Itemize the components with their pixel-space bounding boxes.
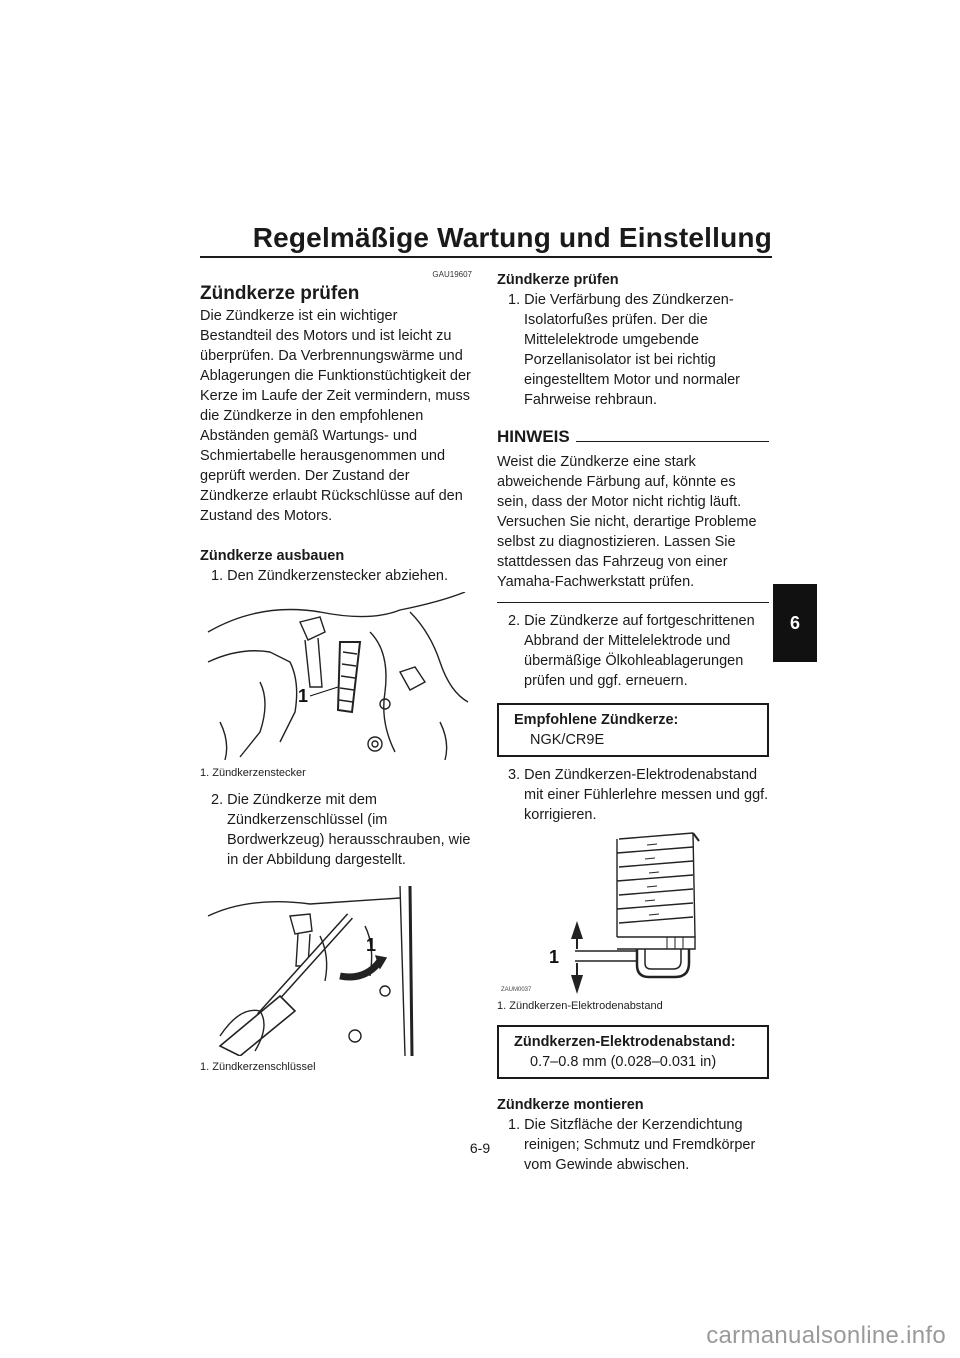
figure-2-caption: 1. Zündkerzenschlüssel xyxy=(200,1061,316,1073)
montieren-step-1: 1. Die Sitzfläche der Kerzendichtung reinigen; Schmutz und Fremdkörper vom Gewinde abwischen. xyxy=(508,1117,756,1173)
hinweis-heading xyxy=(497,426,769,448)
chapter-tab[interactable]: 6 xyxy=(773,584,817,662)
pruefen-title: Zündkerze prüfen xyxy=(497,272,619,288)
page-number: 6-9 xyxy=(469,1140,491,1156)
figure-1-callout: 1 xyxy=(298,686,309,706)
spec-gap-value: 0.7–0.8 mm (0.028–0.031 in) xyxy=(530,1054,717,1070)
figure-3-code: ZAUM0037 xyxy=(501,987,532,993)
watermark[interactable]: carmanualsonline.info xyxy=(706,1322,946,1349)
hinweis-text: Weist die Zündkerze eine stark abweichende Färbung auf, könnte es sein, dass der Motor nicht richtig läuft. Versuchen Sie nicht, derartige Probleme selbst zu diagnostizieren. Lassen Sie stattdessen das Fahrzeug von einer Yamaha-Fachwerkstatt prüfen. xyxy=(497,454,757,590)
hinweis-title: HINWEIS xyxy=(497,427,570,446)
ausbauen-step-2: 2. Die Zündkerze mit dem Zündkerzenschlüssel (im Bordwerkzeug) herausschrauben, wie in der Abbildung dargestellt. xyxy=(211,792,471,868)
figure-3-callout: 1 xyxy=(549,947,560,967)
section-intro: Die Zündkerze ist ein wichtiger Bestandteil des Motors und ist leicht zu überprüfen. Da Verbrennungswärme und Ablagerungen die Funktionstüchtigkeit der Kerze im Laufe der Zeit vermindern, muss die Zündkerze in den empfohlenen Abständen gemäß Wartungs- und Schmiertabelle herausgenommen und geprüft werden. Der Zustand der Zündkerze erlaubt Rückschlüsse auf den Zustand des Motors. xyxy=(200,308,471,524)
hinweis-rule xyxy=(576,441,769,442)
figure-1-caption: 1. Zündkerzenstecker xyxy=(200,767,306,779)
ausbauen-title: Zündkerze ausbauen xyxy=(200,548,345,564)
spec-value: NGK/CR9E xyxy=(530,732,605,748)
figure-electrode-gap xyxy=(497,829,769,997)
section-title: Zündkerze prüfen xyxy=(200,283,360,304)
pruefen-step-1: 1. Die Verfärbung des Zündkerzen-Isolatorfußes prüfen. Der die Mittelelektrode umgebende Porzellanisolator ist bei richtig eingestelltem Motor und normaler Fahrweise rehbraun. xyxy=(508,292,740,408)
figure-spark-plug-wrench xyxy=(200,886,472,1056)
figure-2-callout: 1 xyxy=(366,935,377,955)
pruefen-step-3: 3. Den Zündkerzen-Elektrodenabstand mit einer Fühlerlehre messen und ggf. korrigieren. xyxy=(508,767,769,823)
header-rule xyxy=(200,256,772,258)
figure-spark-plug-cap xyxy=(200,592,472,762)
spec-gap-title: Zündkerzen-Elektrodenabstand: xyxy=(514,1034,736,1050)
spec-box-spark-plug xyxy=(497,703,769,757)
montieren-title: Zündkerze montieren xyxy=(497,1097,644,1113)
page-header-title: Regelmäßige Wartung und Einstellung xyxy=(252,222,772,253)
pruefen-step-2: 2. Die Zündkerze auf fortgeschrittenen Abbrand der Mittelelektrode und übermäßige Ölkohleablagerungen prüfen und ggf. erneuern. xyxy=(508,613,755,689)
section-code: GAU19607 xyxy=(432,270,472,279)
left-column xyxy=(200,270,472,1074)
spec-box-electrode-gap xyxy=(497,1025,769,1079)
figure-3-caption: 1. Zündkerzen-Elektrodenabstand xyxy=(497,1000,663,1012)
right-column xyxy=(497,270,769,1175)
spec-title: Empfohlene Zündkerze: xyxy=(514,712,679,728)
ausbauen-step-1: 1. Den Zündkerzenstecker abziehen. xyxy=(211,568,448,584)
